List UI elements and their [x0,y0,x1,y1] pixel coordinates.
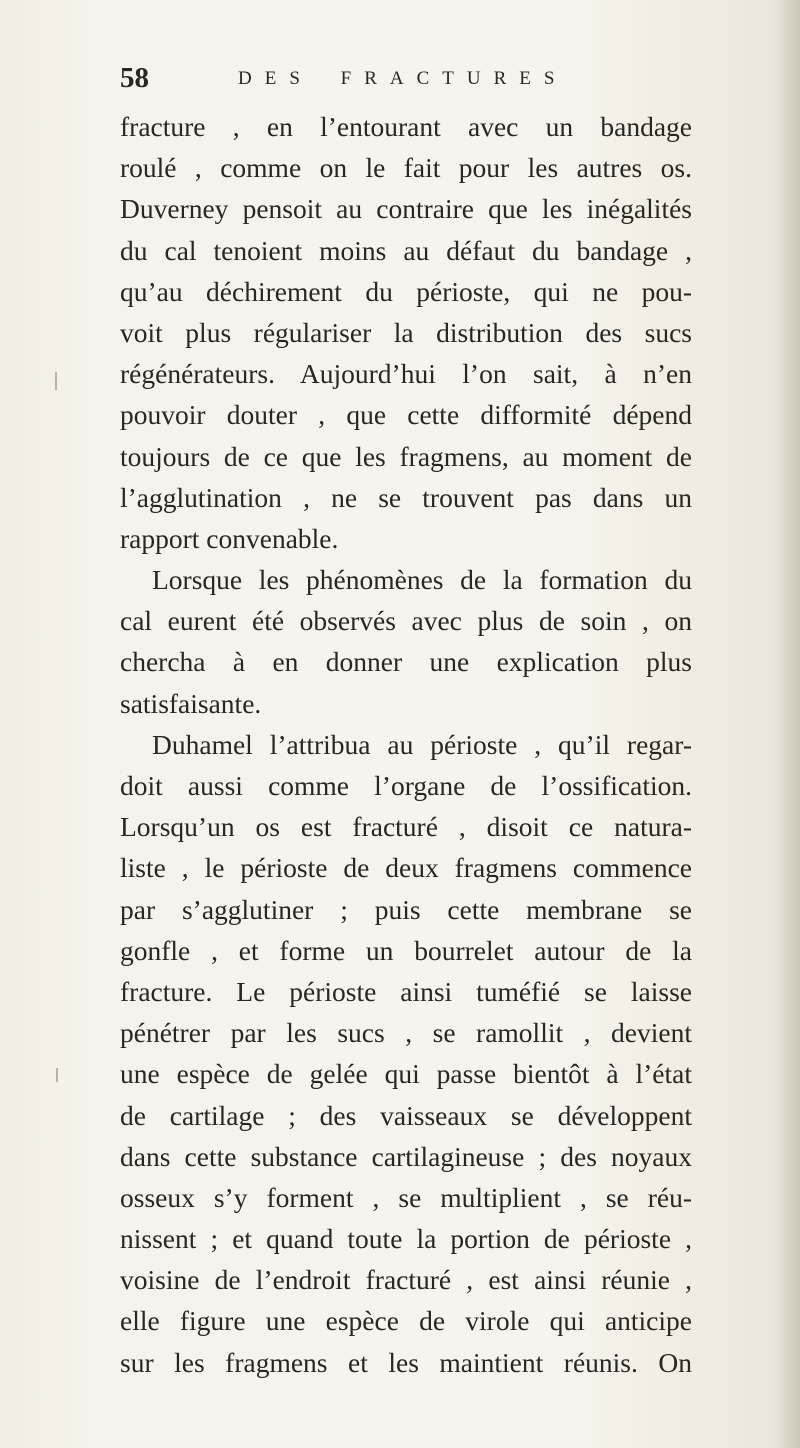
text-line: elle figure une espèce de virole qui anticipe [120,1305,692,1337]
text-line: voit plus régulariser la distribution des sucs [120,316,692,348]
text-line: gonfle , et forme un bourrelet autour de la [120,934,692,966]
text-line: fracture. Le périoste ainsi tuméfié se laisse [120,975,692,1007]
text-line: cal eurent été observés avec plus de soin , on [120,605,692,637]
text-line: rapport convenable. [120,522,339,554]
text-line: satisfaisante. [120,687,262,719]
text-line: fracture , en l’entourant avec un bandage [120,111,692,142]
text-line: qu’au déchirement du périoste, qui ne pou- [120,275,692,307]
text-line: chercha à en donner une explication plus [120,646,692,678]
text-line: Lorsqu’un os est fracturé , disoit ce natura- [120,811,692,843]
text-line: toujours de ce que les fragmens, au moment de [120,440,692,472]
text-line: une espèce de gelée qui passe bientôt à l’état [120,1058,692,1090]
running-head [120,62,680,102]
body-text [120,106,692,1383]
text-line: de cartilage ; des vaisseaux se développent [120,1099,692,1131]
text-line: sur les fragmens et les maintient réunis. On [120,1346,692,1378]
text-line: l’agglutination , ne se trouvent pas dans un [120,481,692,513]
margin-mark [56,1068,58,1082]
paragraph-start: Duhamel l’attribua au périoste , qu’il regar- [152,728,692,760]
text-line: par s’agglutiner ; puis cette membrane se [120,893,692,925]
text-line: Duverney pensoit au contraire que les inégalités [120,193,692,225]
text-line: doit aussi comme l’organe de l’ossification. [120,770,692,801]
text-line: du cal tenoient moins au défaut du bandage , [120,234,692,266]
margin-mark [55,372,57,390]
text-line: roulé , comme on le fait pour les autres os. [120,152,692,184]
text-line: voisine de l’endroit fracturé , est ainsi réunie , [120,1264,692,1296]
text-line: nissent ; et quand toute la portion de périoste , [120,1223,692,1255]
running-title: DES FRACTURES [238,68,568,89]
text-line: pénétrer par les sucs , se ramollit , devient [120,1017,692,1049]
paragraph-start: Lorsque les phénomènes de la formation du [152,564,692,596]
text-line: liste , le périoste de deux fragmens commence [120,852,692,884]
page-edge-shadow [778,0,800,1448]
text-line: osseux s’y forment , se multiplient , se réu- [120,1181,692,1213]
page-number: 58 [120,62,149,94]
text-line: pouvoir douter , que cette difformité dépend [120,399,692,431]
text-line: dans cette substance cartilagineuse ; des noyaux [120,1140,692,1172]
text-line: régénérateurs. Aujourd’hui l’on sait, à n’en [120,358,692,390]
